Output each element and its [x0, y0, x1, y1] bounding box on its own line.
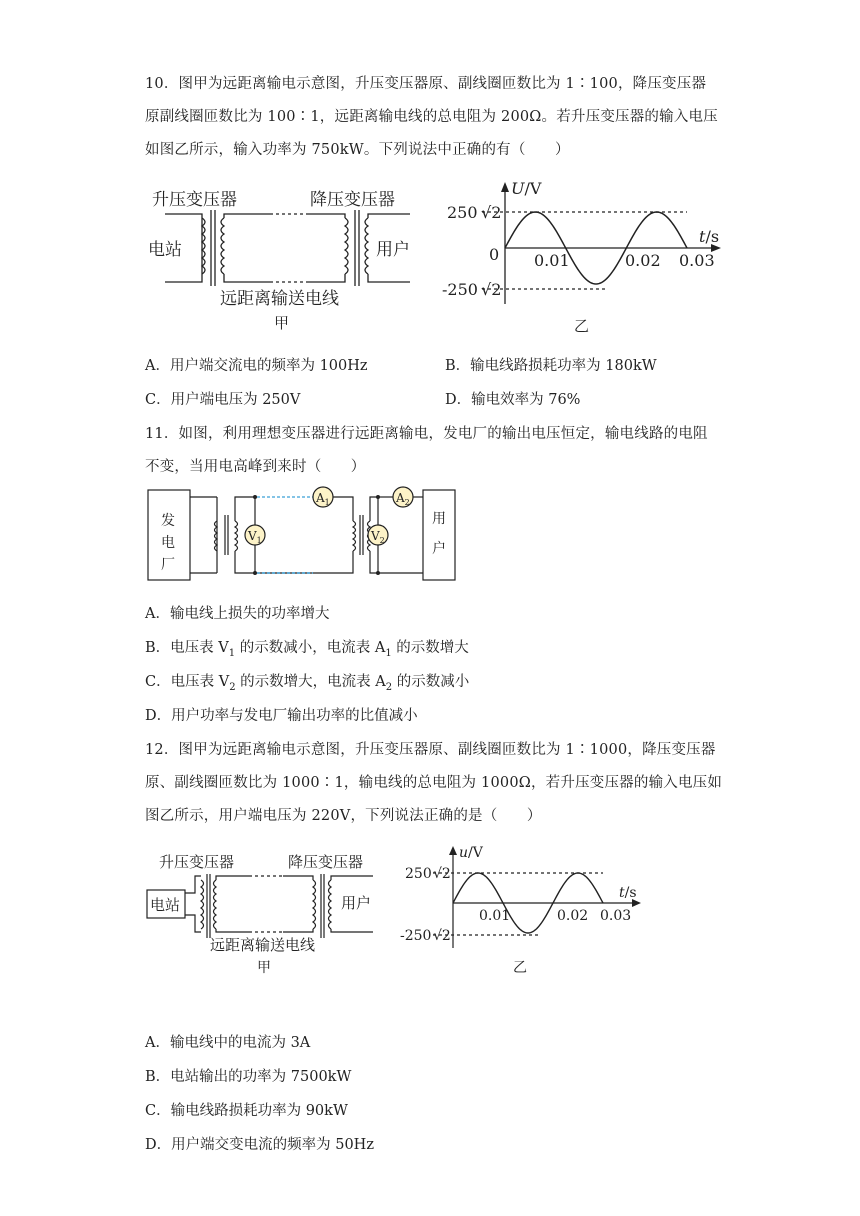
q11-figure-circuit — [145, 485, 465, 585]
plant-char-2: 电 — [161, 535, 175, 551]
svg-text:U/V — [511, 179, 542, 198]
q12-figure-b-caption: 乙 — [513, 960, 527, 976]
q11-option-c[interactable]: C．电压表 $V_2$ 的示数增大，电流表 $A_2$ 的示数减小 — [145, 674, 470, 693]
q12-tick-0.01: 0.01 — [479, 908, 511, 924]
q12-option-b[interactable]: B．电站输出的功率为 7500kW — [145, 1069, 352, 1085]
plant-char-3: 厂 — [161, 557, 175, 573]
q12-x-var: t — [619, 885, 625, 901]
user-char-1: 用 — [432, 511, 446, 527]
q12-tick-0.02: 0.02 — [557, 908, 589, 924]
q10-x-unit: /s — [705, 227, 720, 246]
q12-y-var: u — [459, 845, 469, 861]
q11-option-d[interactable]: D．用户功率与发电厂输出功率的比值减小 — [145, 708, 418, 724]
q10-tick-0.01: 0.01 — [534, 251, 570, 270]
q12-ymin-label: -250 — [400, 928, 432, 944]
q10-ymin-sqrt: √2 — [481, 280, 502, 299]
q10-y-unit: /V — [524, 179, 542, 198]
q10-ymin-label: -250 — [442, 280, 478, 299]
svg-text:u/V — [459, 845, 484, 861]
q12-option-c[interactable]: C．输电线路损耗功率为 90kW — [145, 1103, 348, 1119]
q12-ymax-label: 250 — [405, 866, 432, 882]
svg-text:V2: $V_2$ — [371, 529, 385, 545]
q10-ymax-label: 250 — [447, 203, 478, 222]
q10-station-label: 电站 — [148, 240, 182, 260]
q11-option-b[interactable]: B．电压表 $V_1$ 的示数减小，电流表 $A_1$ 的示数增大 — [145, 640, 469, 659]
q10-origin-label: 0 — [489, 245, 500, 264]
q10-figure-b-caption: 乙 — [574, 317, 590, 335]
q10-option-c[interactable]: C．用户端电压为 250V — [145, 392, 301, 408]
svg-text:V1: $V_1$ — [248, 529, 262, 545]
q12-y-unit: /V — [468, 845, 483, 861]
q11-option-a[interactable]: A．输电线上损失的功率增大 — [145, 606, 330, 622]
q12-figure-voltage-graph — [395, 840, 645, 980]
q10-option-a[interactable]: A．用户端交流电的频率为 100Hz — [145, 358, 368, 374]
q12-stem-line-1: 12．图甲为远距离输电示意图，升压变压器原、副线圈匝数比为 1∶1000，降压变压器 — [145, 742, 716, 758]
q11-stem-line-1: 11．如图，利用理想变压器进行远距离输电，发电厂的输出电压恒定，输电线路的电阻 — [145, 426, 708, 442]
svg-text:A2: $A_2$ — [396, 491, 410, 507]
q10-ymax-sqrt: √2 — [481, 203, 502, 222]
q12-stem-line-2: 原、副线圈匝数比为 1000∶1，输电线的总电阻为 1000Ω，若升压变压器的输入电压如 — [145, 775, 723, 791]
q12-line-label: 远距离输送电线 — [210, 936, 316, 954]
q10-stem-line-1: 10．图甲为远距离输电示意图，升压变压器原、副线圈匝数比为 1∶100，降压变压器 — [145, 76, 707, 92]
q10-tick-0.02: 0.02 — [625, 251, 661, 270]
q12-figure-transmission-diagram — [145, 848, 385, 978]
q12-ymax-sqrt: √2 — [433, 866, 451, 882]
q12-stem-line-3: 图乙所示，用户端电压为 220V，下列说法正确的是（ ） — [145, 808, 542, 824]
q11-stem-line-2: 不变，当用电高峰到来时（ ） — [145, 459, 366, 475]
plant-char-1: 发 — [161, 513, 175, 529]
q12-option-a[interactable]: A．输电线中的电流为 3A — [145, 1035, 311, 1051]
q12-step-down-label: 降压变压器 — [288, 853, 364, 871]
q12-figure-a-caption: 甲 — [257, 960, 271, 976]
q10-figure-voltage-graph — [435, 178, 725, 338]
svg-text:t/s — [699, 227, 719, 246]
q10-line-label: 远距离输送电线 — [220, 289, 339, 309]
q12-user-label: 用户 — [341, 894, 372, 912]
q10-figure-a-caption: 甲 — [274, 314, 290, 332]
q12-x-unit: /s — [624, 885, 637, 901]
q10-user-label: 用户 — [376, 240, 410, 260]
q12-option-d[interactable]: D．用户端交变电流的频率为 50Hz — [145, 1137, 374, 1153]
svg-text:A1: $A_1$ — [316, 491, 330, 507]
q12-tick-0.03: 0.03 — [600, 908, 632, 924]
q10-figure-transmission-diagram — [140, 180, 430, 335]
q12-station-label: 电站 — [150, 896, 181, 914]
q10-step-down-label: 降压变压器 — [310, 190, 395, 210]
q12-ymin-sqrt: √2 — [433, 928, 451, 944]
q10-x-var: t — [699, 227, 706, 246]
user-char-2: 户 — [432, 541, 446, 557]
q10-y-var: U — [511, 179, 525, 198]
q10-tick-0.03: 0.03 — [679, 251, 715, 270]
q10-stem-line-2: 原副线圈匝数比为 100∶1，远距离输电线的总电阻为 200Ω。若升压变压器的输入电压 — [145, 109, 718, 125]
q10-stem-line-3: 如图乙所示，输入功率为 750kW。下列说法中正确的有（ ） — [145, 142, 570, 158]
q12-step-up-label: 升压变压器 — [159, 853, 235, 871]
svg-text:t/s — [619, 885, 637, 901]
q10-option-d[interactable]: D．输电效率为 76% — [445, 392, 581, 408]
q10-step-up-label: 升压变压器 — [152, 190, 237, 210]
q10-option-b[interactable]: B．输电线路损耗功率为 180kW — [445, 358, 657, 374]
